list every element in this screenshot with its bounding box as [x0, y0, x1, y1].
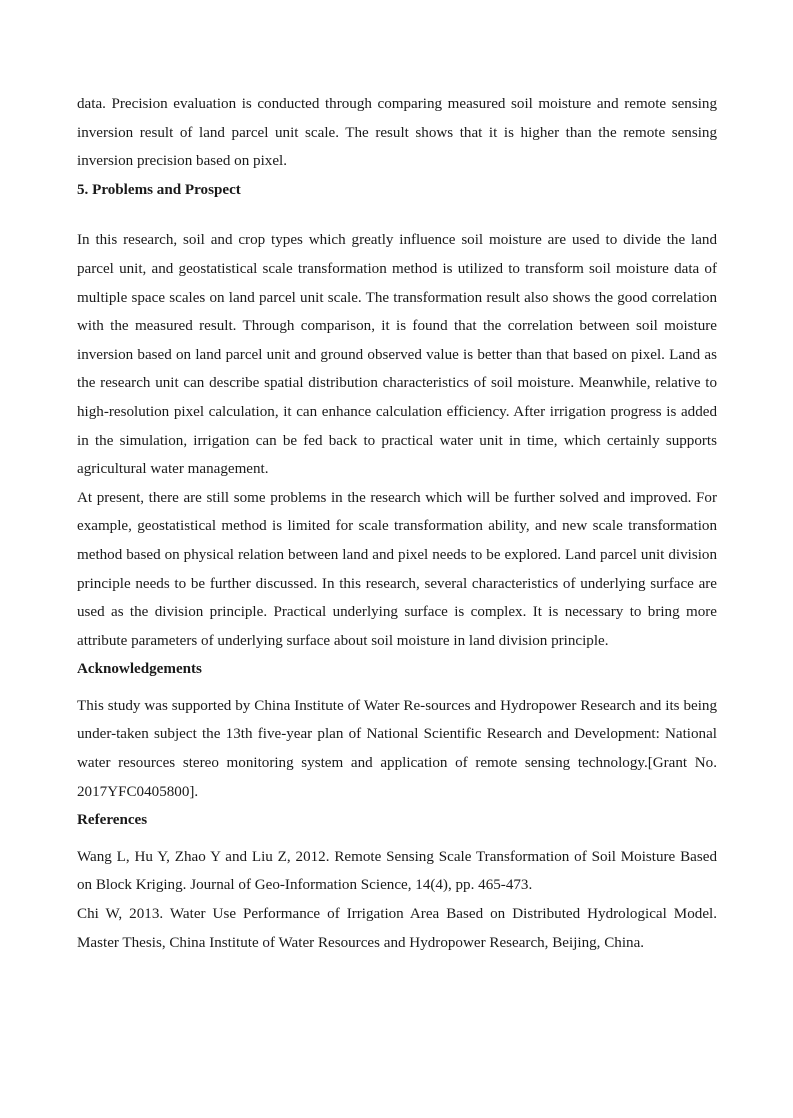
references-heading: References — [77, 812, 148, 829]
spacer — [77, 835, 717, 843]
spacer — [77, 684, 717, 692]
section-5-heading: 5. Problems and Prospect — [77, 181, 241, 198]
section-5-paragraph-1: In this research, soil and crop types which greatly influence soil moisture are used to divide the land parcel unit, and geostatistical scale transformation method is utilized to transform soil moisture data of multiple space scales on land parcel unit scale. The transformation result also shows the good correlation with the measured result. Through comparison, it is found that the correlation between soil moisture inversion based on land parcel unit and ground observed value is better than that based on pixel. Land as the research unit can describe spatial distribution characteristics of soil moisture. Meanwhile, relative to high-resolution pixel calculation, it can enhance calculation efficiency. After irrigation progress is added in the simulation, irrigation can be fed back to practical water unit in time, which certainly supports agricultural water management. — [77, 232, 717, 478]
spacer — [77, 204, 717, 226]
paper-page — [77, 90, 717, 957]
acknowledgements-text: This study was supported by China Institute of Water Re-sources and Hydropower Research and its being under-taken subject the 13th five-year plan of National Scientific Research and Development: National water resources stereo monitoring system and application of remote sensing technology.[Grant No. 2017YFC0405800]. — [77, 697, 717, 800]
section-5-paragraph-2: At present, there are still some problems in the research which will be further solved and improved. For example, geostatistical method is limited for scale transformation ability, and new scale transformation method based on physical relation between land and pixel needs to be explored. Land parcel unit division principle needs to be further discussed. In this research, several characteristics of underlying surface are used as the division principle. Practical underlying surface is complex. It is necessary to bring more attribute parameters of underlying surface about soil moisture in land division principle. — [77, 489, 717, 649]
intro-paragraph: data. Precision evaluation is conducted through comparing measured soil moisture and remote sensing inversion result of land parcel unit scale. The result shows that it is higher than the remote sensing inversion precision based on pixel. — [77, 96, 717, 170]
reference-item: Chi W, 2013. Water Use Performance of Irrigation Area Based on Distributed Hydrological Model. Master Thesis, China Institute of Water Resources and Hydropower Research, Beijing, China. — [77, 906, 717, 951]
acknowledgements-heading: Acknowledgements — [77, 661, 202, 678]
reference-item: Wang L, Hu Y, Zhao Y and Liu Z, 2012. Remote Sensing Scale Transformation of Soil Moisture Based on Block Kriging. Journal of Geo-Information Science, 14(4), pp. 465-473. — [77, 848, 717, 894]
